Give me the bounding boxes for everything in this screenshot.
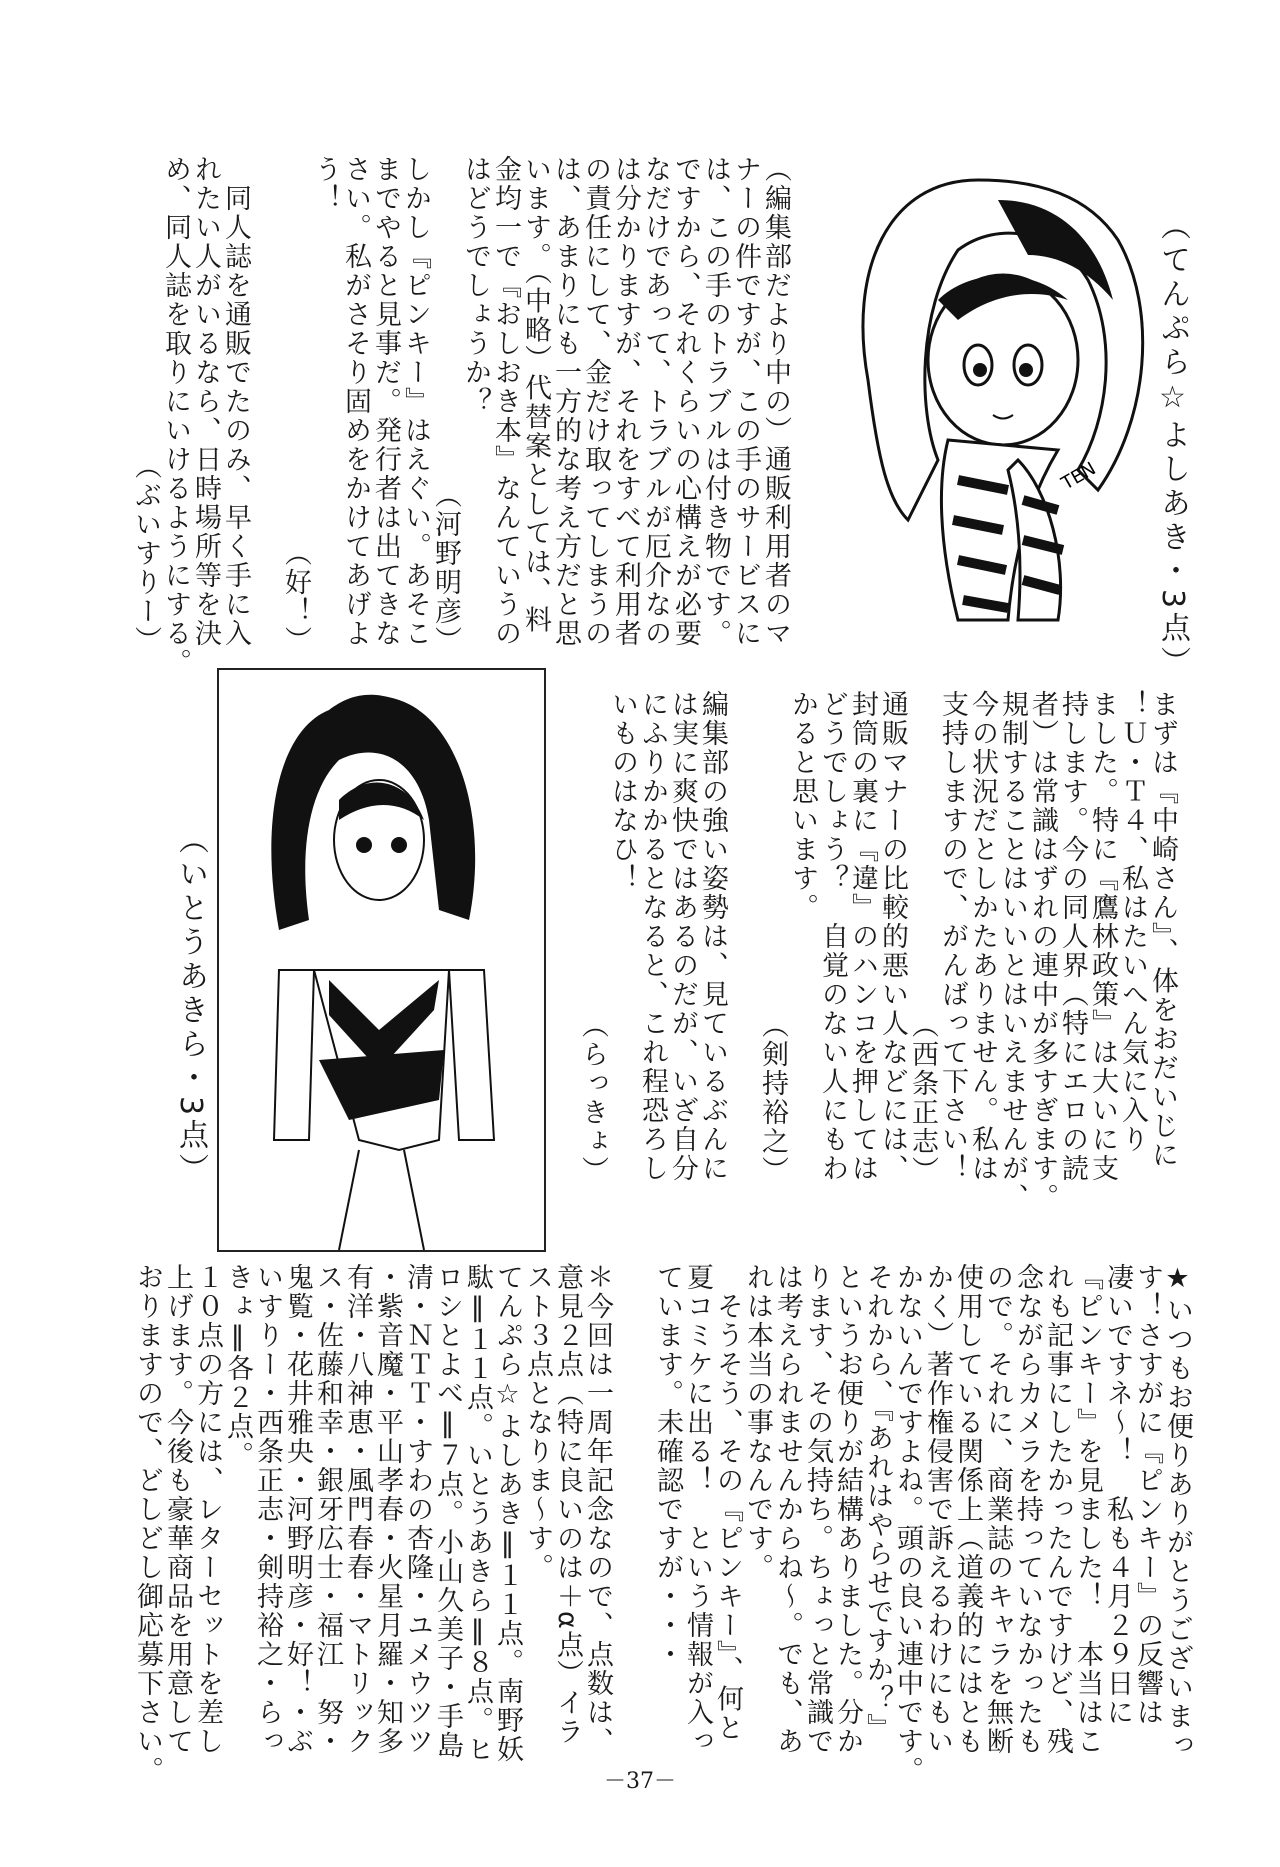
notice-line: ・紫音魔・平山孝春・火星月羅・知多 bbox=[372, 1263, 403, 1756]
reply-line: かないんですよね。頭の良い連中です。 bbox=[892, 1263, 923, 1785]
illustration-frame bbox=[217, 668, 546, 1252]
letter-line: 支持しますので、がんばって下さい！ bbox=[937, 690, 968, 1183]
reply-line: は考えられませんからね～。でも、あ bbox=[772, 1263, 803, 1756]
letter-rakkyo bbox=[577, 690, 727, 1185]
reply-line: 夏コミケに出る！ という情報が入っ bbox=[682, 1263, 713, 1756]
notice-line: 駄‖１１点。いとうあきら‖８点。ヒ bbox=[462, 1263, 493, 1764]
notice-line: １０点の方には、レターセットを差し bbox=[192, 1263, 223, 1756]
letter-saijo bbox=[907, 690, 1178, 1212]
letter-signature: （らっきょ） bbox=[577, 1011, 608, 1185]
letter-line: 規制することはいいとはいえませんが、 bbox=[997, 690, 1028, 1212]
notice-line: ロシとよべ‖７点。小山久美子・手島 bbox=[432, 1263, 463, 1760]
notice-line: スト３点となりま～す。 bbox=[522, 1263, 553, 1582]
reply-line: というお便りが結構ありました。分か bbox=[832, 1263, 863, 1756]
reply-line: ります、その気持ち。ちょっと常識で bbox=[802, 1263, 833, 1756]
letter-line: まずは『中崎さん』、体をおだいじに bbox=[1147, 690, 1178, 1170]
letter-line: さい。私がさそり固めをかけてあげよ bbox=[340, 155, 371, 648]
letter-line: う！ bbox=[310, 155, 341, 213]
letter-line: の責任にして、金だけ取ってしまうの bbox=[580, 155, 611, 648]
illustration-caption-itou: （いとうあきら・3点） bbox=[173, 824, 208, 1188]
notice-line: 清・ＮＴＴ・すわの杏隆・ユメウツツ bbox=[402, 1263, 433, 1756]
letter-line: ！Ｕ・Ｔ４、私はたいへん気に入り bbox=[1117, 690, 1148, 1154]
letter-kou bbox=[280, 155, 430, 655]
score-notice bbox=[132, 1263, 613, 1785]
reader-letters-middle bbox=[547, 690, 1178, 1212]
reader-letters-top bbox=[100, 155, 791, 677]
reply-line: 『ピンキー』を見ました！ 本当はこ bbox=[1072, 1263, 1103, 1756]
letter-line: 持します。今の同人界（特にエロの読 bbox=[1057, 690, 1088, 1183]
letter-line: 者）は常識はずれの連中が多すぎます。 bbox=[1027, 690, 1058, 1212]
letter-line: どうでしょう？ 自覚のない人にもわ bbox=[817, 690, 848, 1183]
page-number: －37－ bbox=[604, 1769, 676, 1794]
reply-line: そうそう、その『ピンキー』、何と bbox=[712, 1263, 743, 1743]
reply-line: かく）著作権侵害で訴えるわけにもい bbox=[922, 1263, 953, 1756]
letter-line: いものはなひ！ bbox=[607, 690, 638, 893]
letter-signature: （剣持裕之） bbox=[757, 1011, 788, 1185]
letter-line: は、この手のトラブルは付き物です。 bbox=[700, 155, 731, 648]
letter-line: ました。特に『鷹林政策』は大いに支 bbox=[1087, 690, 1118, 1183]
letter-line: 封筒の裏に『違』のハンコを押しては bbox=[847, 690, 878, 1183]
letter-signature: （ぶいすりー） bbox=[130, 452, 161, 655]
reply-line: それから、『あれはやらせですか？』 bbox=[862, 1263, 893, 1743]
illustration-caption-tenpura: （てんぷら☆よしあき・3点） bbox=[1155, 210, 1190, 681]
letter-line: 同人誌を通販でたのみ、早く手に入 bbox=[220, 155, 251, 648]
notice-line: いすりー・西条正志・剣持裕之・らっ bbox=[252, 1263, 283, 1756]
notice-line: ＊今回は一周年記念なので、点数は、 bbox=[582, 1263, 613, 1756]
letter-line: 金均一で『おしおき本』なんていうの bbox=[490, 155, 521, 648]
notice-line: 鬼覧・花井雅央・河野明彦・好！・ぶ bbox=[282, 1263, 313, 1756]
letter-line: 通販マナーの比較的悪い人などには、 bbox=[877, 690, 908, 1183]
reply-line: ています。未確認ですが・・・ bbox=[652, 1263, 683, 1669]
letter-line: 今の状況だとしかたありません。私は bbox=[967, 690, 998, 1183]
letter-line: います。（中略）代替案としては、料 bbox=[520, 155, 551, 635]
letter-buisuri bbox=[130, 155, 251, 677]
letter-line: め、同人誌を取りにいけるようにする。 bbox=[160, 155, 191, 677]
editor-reply bbox=[652, 1263, 1193, 1785]
letter-signature: （好！） bbox=[280, 539, 311, 655]
reply-line: れも記事にしたかったんですけど、残 bbox=[1042, 1263, 1073, 1756]
letter-line: までやると見事だ。発行者は出てきな bbox=[370, 155, 401, 648]
reply-line: 念ながらカメラを持っていなかったも bbox=[1012, 1263, 1043, 1756]
notice-line: ス・佐藤和幸・銀牙広士・福江 努・ bbox=[312, 1263, 343, 1756]
notice-line: きょ‖各２点。 bbox=[222, 1263, 253, 1470]
letter-line: は分かりますが、それをすべて利用者 bbox=[610, 155, 641, 648]
letter-signature: （河野明彦） bbox=[430, 481, 461, 655]
letter-line: しかし『ピンキー』はえぐい。あそこ bbox=[400, 155, 431, 648]
artist-signature: TEN bbox=[1058, 458, 1100, 495]
letter-line: れたい人がいるなら、日時場所等を決 bbox=[190, 155, 221, 648]
reply-line: ★いつもお便りありがとうございまっ bbox=[1162, 1263, 1193, 1760]
letter-kono bbox=[430, 155, 790, 655]
letter-line: は、あまりにも一方的な考え方だと思 bbox=[550, 155, 581, 648]
notice-line: 上げます。今後も豪華商品を用意して bbox=[162, 1263, 193, 1756]
notice-line: てんぷら☆よしあき‖１１点。南野妖 bbox=[492, 1263, 523, 1764]
letter-line: にふりかかるとなると、これ程恐ろし bbox=[637, 690, 668, 1183]
reply-line: 凄いですネ～！ 私も４月２９日に bbox=[1102, 1263, 1133, 1727]
letter-line: 編集部の強い姿勢は、見ているぶんに bbox=[697, 690, 728, 1183]
letter-line: ですから、それくらいの心構えが必要 bbox=[670, 155, 701, 648]
letter-line: はどうでしょうか？ bbox=[460, 155, 491, 416]
letter-kenmochi bbox=[757, 690, 907, 1185]
notice-line: 意見２点（特に良いのは＋α点）イラ bbox=[552, 1263, 583, 1747]
letter-line: かると思います。 bbox=[787, 690, 818, 922]
illustration-woman-leotard bbox=[219, 670, 544, 1250]
letter-line: は実に爽快ではあるのだが、いざ自分 bbox=[667, 690, 698, 1183]
reply-line: 使用している関係上（道義的にはとも bbox=[952, 1263, 983, 1756]
letter-line: （編集部だより中の）通販利用者のマ bbox=[760, 155, 791, 648]
reply-line: れは本当の事なんです。 bbox=[742, 1263, 773, 1582]
notice-line: 有洋・八神恵・風門春春・マトリック bbox=[342, 1263, 373, 1756]
illustration-girl-sitting bbox=[828, 160, 1148, 640]
letter-line: ナーの件ですが、この手のサービスに bbox=[730, 155, 761, 648]
letter-signature: （西条正志） bbox=[907, 1011, 938, 1185]
reply-line: ので。それに、商業誌のキャラを無断 bbox=[982, 1263, 1013, 1756]
reply-line: す！さすがに『ピンキー』の反響は bbox=[1132, 1263, 1163, 1727]
notice-line: おりますので、どしどし御応募下さい。 bbox=[132, 1263, 163, 1785]
letter-line: なだけであって、トラブルが厄介なの bbox=[640, 155, 671, 648]
